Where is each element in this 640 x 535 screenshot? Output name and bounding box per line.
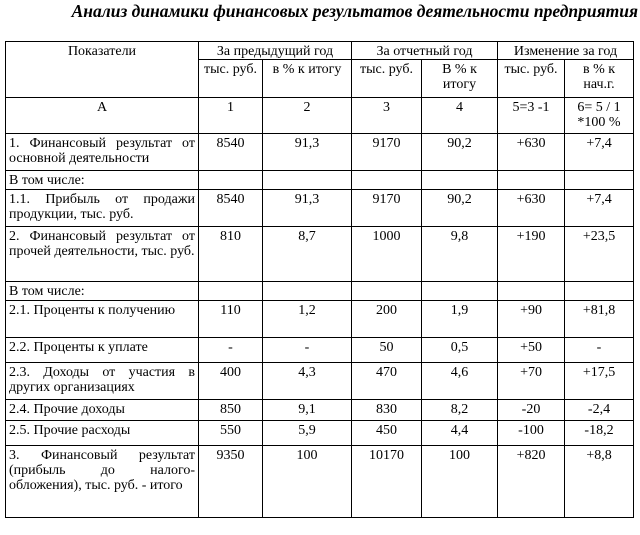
row-label: 3. Финансовый результат (прибыль до налого-обложения), тыс. руб. - итого — [6, 446, 199, 518]
row-label: 2.3. Доходы от участия в других организациях — [6, 363, 199, 400]
cell-value: 5,9 — [263, 421, 352, 446]
cell-value: 1000 — [352, 227, 422, 282]
header-sub: тыс. руб. — [498, 60, 565, 98]
cell-value: 200 — [352, 301, 422, 338]
column-number: А — [6, 98, 199, 134]
table-row — [6, 190, 634, 227]
cell-value: 8540 — [199, 190, 263, 227]
cell-value: 8,2 — [422, 400, 498, 421]
row-label: 2.2. Проценты к уплате — [6, 338, 199, 363]
cell-value: - — [263, 338, 352, 363]
cell-value: 8540 — [199, 134, 263, 171]
cell-value: 9170 — [352, 190, 422, 227]
column-number: 5=3 -1 — [498, 98, 565, 134]
cell-value: 4,3 — [263, 363, 352, 400]
cell-value: 400 — [199, 363, 263, 400]
row-label: 2. Финансовый результат от прочей деятельности, тыс. руб. — [6, 227, 199, 282]
cell-value: - — [199, 338, 263, 363]
cell-value: +7,4 — [565, 190, 634, 227]
cell-value: 100 — [422, 446, 498, 518]
row-label: 1. Финансовый результат от основной деятельности — [6, 134, 199, 171]
cell-value: +90 — [498, 301, 565, 338]
cell-value: 450 — [352, 421, 422, 446]
cell-value: 4,6 — [422, 363, 498, 400]
cell-value: 10170 — [352, 446, 422, 518]
cell-value: 9,1 — [263, 400, 352, 421]
cell-value: 1,2 — [263, 301, 352, 338]
cell-value: 9,8 — [422, 227, 498, 282]
cell-value: -100 — [498, 421, 565, 446]
cell-value: +81,8 — [565, 301, 634, 338]
cell-value: +8,8 — [565, 446, 634, 518]
cell-value: +50 — [498, 338, 565, 363]
cell-value: +70 — [498, 363, 565, 400]
cell-value: -18,2 — [565, 421, 634, 446]
header-sub: В % к итогу — [422, 60, 498, 98]
table-row — [6, 338, 634, 363]
row-label: 2.5. Прочие расходы — [6, 421, 199, 446]
header-row-numbers — [6, 98, 634, 134]
header-sub: в % к нач.г. — [565, 60, 634, 98]
cell-value: 4,4 — [422, 421, 498, 446]
table-row — [6, 363, 634, 400]
cell-value: +17,5 — [565, 363, 634, 400]
column-number: 3 — [352, 98, 422, 134]
header-sub: в % к итогу — [263, 60, 352, 98]
cell-value: 90,2 — [422, 134, 498, 171]
cell-value: +820 — [498, 446, 565, 518]
row-label: 1.1. Прибыль от продажи продукции, тыс. руб. — [6, 190, 199, 227]
table-row-total — [6, 446, 634, 518]
cell-value: 550 — [199, 421, 263, 446]
cell-value: - — [565, 338, 634, 363]
cell-value: 91,3 — [263, 134, 352, 171]
cell-value: 850 — [199, 400, 263, 421]
column-number: 6= 5 / 1 *100 % — [565, 98, 634, 134]
group-label: В том числе: — [6, 282, 199, 301]
cell-value: 91,3 — [263, 190, 352, 227]
group-label: В том числе: — [6, 171, 199, 190]
table-row — [6, 400, 634, 421]
column-number: 1 — [199, 98, 263, 134]
cell-value: -2,4 — [565, 400, 634, 421]
header-sub: тыс. руб. — [199, 60, 263, 98]
row-label: 2.4. Прочие доходы — [6, 400, 199, 421]
table-row — [6, 301, 634, 338]
header-indicators: Показатели — [6, 42, 199, 98]
cell-value: -20 — [498, 400, 565, 421]
cell-value: +23,5 — [565, 227, 634, 282]
cell-value: 470 — [352, 363, 422, 400]
cell-value: +7,4 — [565, 134, 634, 171]
cell-value: +630 — [498, 190, 565, 227]
financial-results-table — [5, 41, 634, 518]
cell-value: 830 — [352, 400, 422, 421]
table-row — [6, 227, 634, 282]
header-row-top — [6, 42, 634, 60]
column-number: 2 — [263, 98, 352, 134]
cell-value: 8,7 — [263, 227, 352, 282]
group-row — [6, 171, 634, 190]
cell-value: 9350 — [199, 446, 263, 518]
cell-value: 9170 — [352, 134, 422, 171]
row-label: 2.1. Проценты к получению — [6, 301, 199, 338]
table-row — [6, 134, 634, 171]
table-row — [6, 421, 634, 446]
cell-value: 810 — [199, 227, 263, 282]
cell-value: 110 — [199, 301, 263, 338]
group-row — [6, 282, 634, 301]
cell-value: 100 — [263, 446, 352, 518]
cell-value: +630 — [498, 134, 565, 171]
cell-value: 50 — [352, 338, 422, 363]
column-number: 4 — [422, 98, 498, 134]
header-prev-year: За предыдущий год — [199, 42, 352, 60]
header-sub: тыс. руб. — [352, 60, 422, 98]
header-curr-year: За отчетный год — [352, 42, 498, 60]
cell-value: 90,2 — [422, 190, 498, 227]
header-change: Изменение за год — [498, 42, 634, 60]
cell-value: 1,9 — [422, 301, 498, 338]
document-title: Анализ динамики финансовых результатов деятельности предприятия — [71, 1, 638, 21]
cell-value: 0,5 — [422, 338, 498, 363]
cell-value: +190 — [498, 227, 565, 282]
